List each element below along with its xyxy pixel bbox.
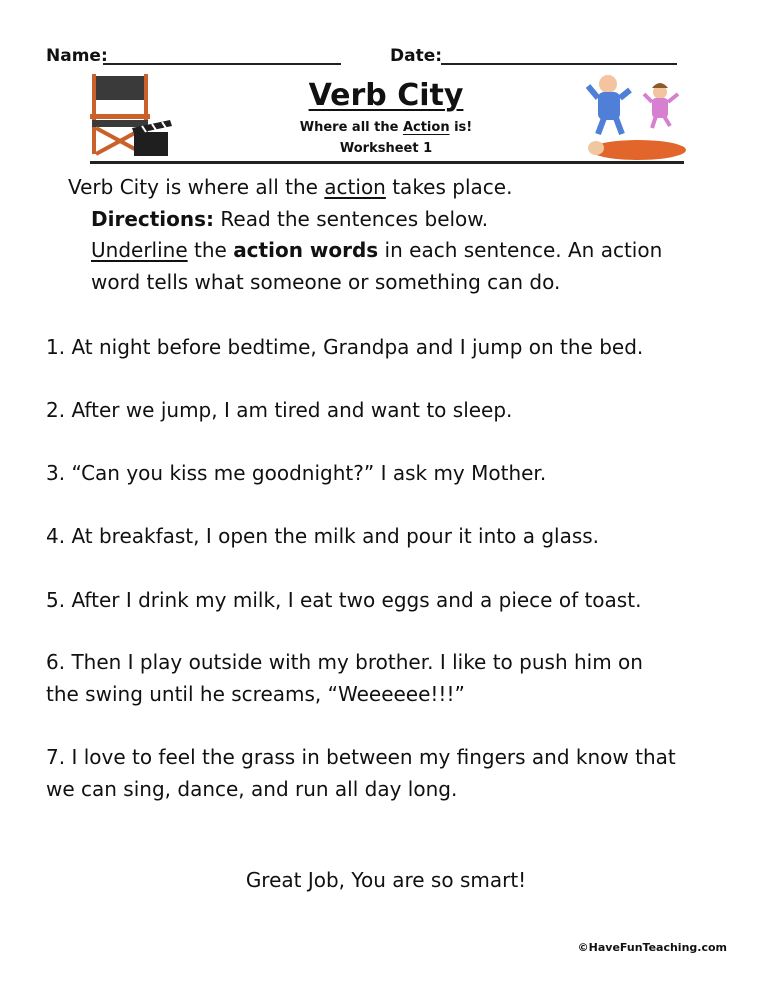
sentence-3[interactable]: 3. “Can you kiss me goodnight?” I ask my Mother. — [46, 461, 547, 485]
worksheet-number: Worksheet 1 — [339, 141, 433, 156]
directions-detail-line: Underline the action words in each sentence. An action — [91, 238, 663, 262]
sentence-2[interactable]: 2. After we jump, I am tired and want to sleep. — [46, 398, 513, 422]
name-label: Name: — [46, 46, 108, 66]
name-blank[interactable] — [103, 63, 341, 65]
directions-line: Directions: Read the sentences below. — [91, 207, 489, 231]
date-blank[interactable] — [441, 63, 677, 65]
sentence-7[interactable]: 7. I love to feel the grass in between my fingers and know that we can sing, dance, and run all day long. — [46, 745, 676, 801]
copyright-notice: ©HaveFunTeaching.com — [577, 941, 727, 954]
sentence-6[interactable]: 6. Then I play outside with my brother. I like to push him on the swing until he screams, “Weeeeee!!!” — [46, 650, 643, 706]
date-label: Date: — [390, 46, 443, 66]
worksheet-subtitle: Where all the Action is! — [299, 120, 473, 135]
header-divider — [90, 161, 684, 164]
praise-message: Great Job, You are so smart! — [245, 868, 527, 892]
directions-definition-line: word tells what someone or something can do. — [91, 270, 561, 294]
worksheet-title: Verb City — [308, 78, 464, 113]
sentence-4[interactable]: 4. At breakfast, I open the milk and pour it into a glass. — [46, 524, 600, 548]
sentence-5[interactable]: 5. After I drink my milk, I eat two eggs and a piece of toast. — [46, 588, 642, 612]
intro-line: Verb City is where all the action takes place. — [68, 175, 513, 199]
sentence-1[interactable]: 1. At night before bedtime, Grandpa and I jump on the bed. — [46, 335, 644, 359]
